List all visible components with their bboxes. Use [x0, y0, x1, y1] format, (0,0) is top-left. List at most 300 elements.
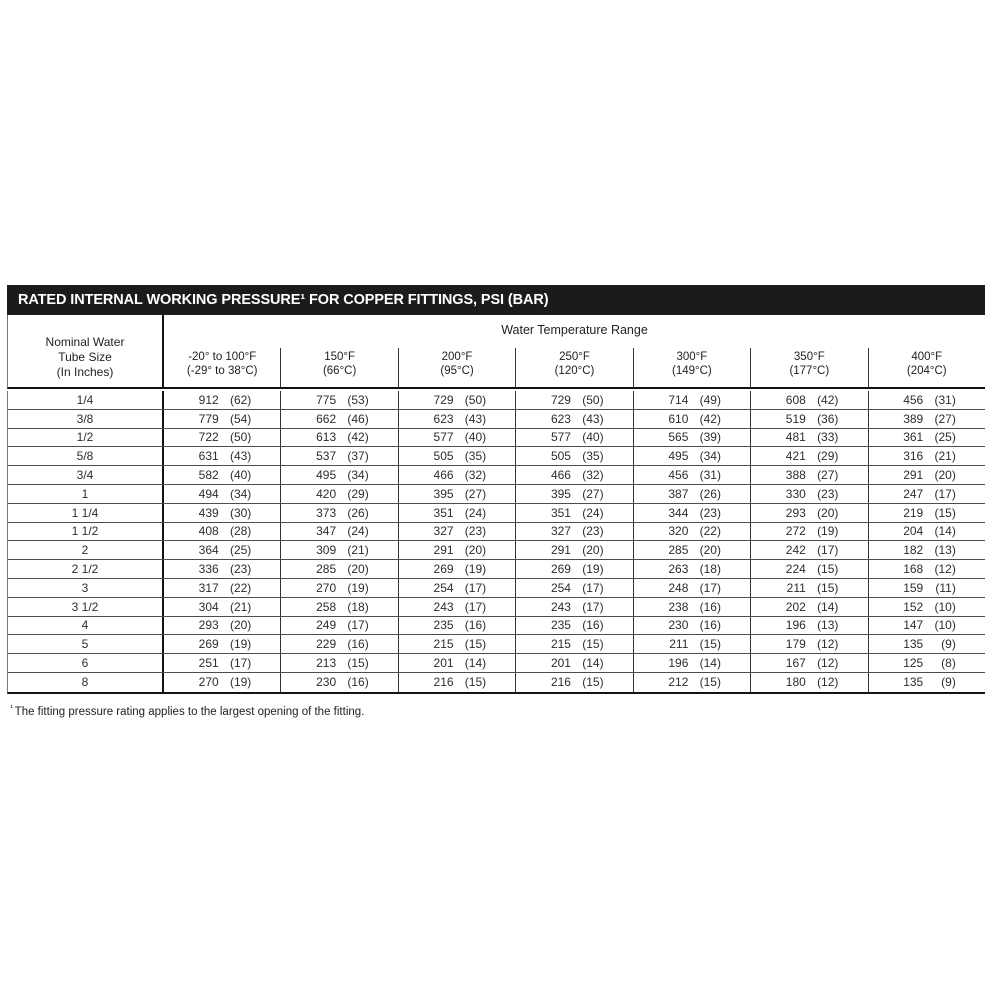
bar-value: (11)	[935, 580, 956, 595]
bar-value: (14)	[817, 599, 839, 614]
pressure-cell	[868, 410, 985, 428]
psi-value: 330	[785, 486, 806, 501]
temp-f-label: -20° to 100°F	[188, 351, 257, 363]
pressure-cell	[633, 654, 750, 672]
bar-value: (15)	[817, 562, 839, 577]
psi-value: 215	[433, 637, 454, 652]
bar-value: (34)	[229, 486, 252, 501]
bar-value: (10)	[934, 618, 956, 633]
psi-value: 729	[550, 392, 571, 407]
pressure-cell	[164, 523, 280, 541]
table-row	[8, 391, 985, 410]
bar-value: (20)	[229, 618, 252, 633]
psi-value: 293	[785, 505, 806, 520]
temperature-column-header-4	[515, 348, 632, 387]
pressure-cell	[398, 485, 515, 503]
psi-value: 729	[433, 392, 454, 407]
bar-value: (17)	[582, 599, 604, 614]
pressure-cell	[398, 391, 515, 409]
pressure-cell	[280, 635, 397, 653]
bar-value: (16)	[699, 599, 721, 614]
psi-value: 285	[316, 562, 337, 577]
pressure-cell	[633, 447, 750, 465]
pressure-cell	[164, 598, 280, 616]
pressure-cell	[633, 429, 750, 447]
psi-value: 285	[668, 543, 689, 558]
psi-value: 304	[198, 599, 219, 614]
pressure-cell	[398, 541, 515, 559]
bar-value: (36)	[817, 411, 839, 426]
tube-size-cell: 8	[8, 673, 164, 692]
temp-f-label: 350°F	[793, 351, 825, 363]
psi-value: 235	[433, 618, 454, 633]
bar-value: (23)	[464, 524, 487, 539]
psi-value: 320	[668, 524, 689, 539]
psi-value: 242	[785, 543, 806, 558]
bar-value: (17)	[229, 656, 252, 671]
pressure-cell	[515, 410, 632, 428]
bar-value: (43)	[464, 411, 487, 426]
psi-value: 201	[550, 656, 571, 671]
bar-value: (50)	[582, 392, 604, 407]
pressure-cell	[280, 447, 397, 465]
psi-value: 135	[903, 637, 924, 652]
bar-value: (17)	[464, 580, 487, 595]
psi-value: 912	[198, 392, 219, 407]
pressure-cell	[633, 617, 750, 635]
table-row	[8, 598, 985, 617]
bar-value: (30)	[229, 505, 252, 520]
psi-value: 254	[433, 580, 454, 595]
psi-value: 582	[198, 468, 219, 483]
pressure-cell	[868, 466, 985, 484]
bar-value: (32)	[582, 468, 604, 483]
bar-value: (14)	[934, 524, 956, 539]
tube-size-cell: 5	[8, 635, 164, 653]
bar-value: (40)	[229, 468, 252, 483]
pressure-cell	[868, 673, 985, 692]
psi-value: 216	[433, 675, 454, 690]
pressure-cell	[750, 635, 867, 653]
psi-value: 608	[785, 392, 806, 407]
psi-value: 317	[198, 580, 219, 595]
pressure-cell	[868, 523, 985, 541]
psi-value: 248	[668, 580, 689, 595]
pressure-cell	[868, 560, 985, 578]
table-row	[8, 635, 985, 654]
pressure-cell	[515, 673, 632, 692]
pressure-cell	[164, 617, 280, 635]
bar-value: (23)	[817, 486, 839, 501]
psi-value: 196	[668, 656, 689, 671]
psi-value: 316	[903, 449, 924, 464]
temperature-column-header-7	[868, 348, 985, 387]
table-row	[8, 410, 985, 429]
psi-value: 456	[903, 392, 924, 407]
tube-size-cell: 1 1/4	[8, 504, 164, 522]
bar-value: (40)	[582, 430, 604, 445]
bar-value: (31)	[699, 468, 721, 483]
psi-value: 201	[433, 656, 454, 671]
table-row	[8, 673, 985, 692]
pressure-cell	[750, 541, 867, 559]
bar-value: (53)	[347, 392, 369, 407]
psi-value: 420	[316, 486, 337, 501]
table-row	[8, 504, 985, 523]
psi-value: 327	[433, 524, 454, 539]
pressure-cell	[164, 579, 280, 597]
pressure-cell	[398, 673, 515, 692]
bar-value: (15)	[699, 637, 721, 652]
bar-value: (42)	[817, 392, 839, 407]
psi-value: 623	[550, 411, 571, 426]
psi-value: 565	[668, 430, 689, 445]
pressure-cell	[515, 504, 632, 522]
psi-value: 610	[668, 411, 689, 426]
pressure-cell	[633, 579, 750, 597]
pressure-cell	[515, 617, 632, 635]
footnote-marker: ¹	[10, 703, 13, 712]
temperature-column-header-1	[164, 348, 280, 387]
pressure-cell	[280, 391, 397, 409]
bar-value: (27)	[464, 486, 487, 501]
psi-value: 613	[316, 430, 337, 445]
bar-value: (10)	[934, 599, 956, 614]
bar-value: (33)	[817, 430, 839, 445]
psi-value: 309	[316, 543, 337, 558]
psi-value: 327	[550, 524, 571, 539]
psi-value: 505	[550, 449, 571, 464]
pressure-cell	[515, 485, 632, 503]
pressure-cell	[398, 429, 515, 447]
bar-value: (40)	[464, 430, 487, 445]
bar-value: (31)	[934, 392, 956, 407]
psi-value: 293	[198, 618, 219, 633]
psi-value: 211	[786, 580, 806, 595]
tube-size-cell: 6	[8, 654, 164, 672]
pressure-cell	[750, 617, 867, 635]
bar-value: (15)	[464, 637, 487, 652]
bar-value: (16)	[464, 618, 487, 633]
tube-size-cell: 2	[8, 541, 164, 559]
pressure-cell	[868, 429, 985, 447]
pressure-cell	[515, 598, 632, 616]
psi-value: 251	[198, 656, 219, 671]
psi-value: 662	[316, 411, 337, 426]
bar-value: (27)	[582, 486, 604, 501]
psi-value: 714	[668, 392, 689, 407]
psi-value: 344	[668, 505, 689, 520]
pressure-cell	[280, 579, 397, 597]
pressure-cell	[633, 391, 750, 409]
pressure-cell	[750, 579, 867, 597]
psi-value: 247	[903, 486, 924, 501]
psi-value: 291	[903, 468, 924, 483]
pressure-cell	[750, 654, 867, 672]
bar-value: (50)	[229, 430, 252, 445]
pressure-cell	[164, 654, 280, 672]
psi-value: 351	[550, 505, 571, 520]
psi-value: 167	[785, 656, 806, 671]
pressure-cell	[750, 429, 867, 447]
temp-c-label: (-29° to 38°C)	[186, 365, 258, 377]
bar-value: (20)	[582, 543, 604, 558]
psi-value: 361	[903, 430, 924, 445]
bar-value: (19)	[817, 524, 839, 539]
table-row	[8, 523, 985, 542]
pressure-cell	[280, 429, 397, 447]
pressure-cell	[164, 447, 280, 465]
bar-value: (22)	[699, 524, 721, 539]
bar-value: (18)	[699, 562, 721, 577]
bar-value: (13)	[934, 543, 956, 558]
psi-value: 230	[668, 618, 689, 633]
pressure-cell	[750, 673, 867, 692]
bar-value: (16)	[347, 675, 369, 690]
pressure-cell	[164, 485, 280, 503]
footnote-text: The fitting pressure rating applies to the largest opening of the fitting.	[14, 705, 365, 718]
table-row	[8, 485, 985, 504]
bar-value: (19)	[464, 562, 487, 577]
psi-value: 408	[198, 524, 219, 539]
pressure-cell	[633, 560, 750, 578]
psi-value: 466	[433, 468, 454, 483]
pressure-cell	[398, 410, 515, 428]
bar-value: (42)	[347, 430, 369, 445]
bar-value: (16)	[582, 618, 604, 633]
pressure-cell	[398, 560, 515, 578]
psi-value: 263	[668, 562, 689, 577]
psi-value: 364	[198, 543, 219, 558]
pressure-cell	[164, 560, 280, 578]
temp-f-label: 250°F	[559, 351, 590, 363]
pressure-cell	[515, 429, 632, 447]
pressure-cell	[164, 635, 280, 653]
pressure-cell	[515, 654, 632, 672]
tube-size-cell: 1/2	[8, 429, 164, 447]
bar-value: (23)	[699, 505, 721, 520]
bar-value: (17)	[464, 599, 487, 614]
bar-value: (20)	[817, 505, 839, 520]
pressure-cell	[868, 447, 985, 465]
pressure-cell	[280, 504, 397, 522]
pressure-cell	[633, 523, 750, 541]
pressure-cell	[398, 617, 515, 635]
bar-value: (23)	[582, 524, 604, 539]
psi-value: 204	[903, 524, 924, 539]
bar-value: (16)	[699, 618, 721, 633]
pressure-cell	[633, 466, 750, 484]
bar-value: (19)	[582, 562, 604, 577]
psi-value: 439	[198, 505, 219, 520]
pressure-cell	[868, 654, 985, 672]
tube-size-cell: 3 1/2	[8, 598, 164, 616]
psi-value: 373	[316, 505, 337, 520]
bar-value: (15)	[582, 637, 604, 652]
psi-value: 336	[198, 562, 219, 577]
pressure-cell	[164, 410, 280, 428]
pressure-cell	[750, 504, 867, 522]
temperature-column-headers	[164, 348, 985, 387]
bar-value: (17)	[817, 543, 839, 558]
bar-value: (24)	[347, 524, 369, 539]
bar-value: (50)	[464, 392, 487, 407]
temperature-column-header-5	[633, 348, 750, 387]
pressure-cell	[164, 541, 280, 559]
tube-size-cell: 1 1/2	[8, 523, 164, 541]
temp-f-label: 200°F	[441, 351, 473, 363]
psi-value: 179	[785, 637, 806, 652]
psi-value: 291	[433, 543, 454, 558]
psi-value: 258	[316, 599, 337, 614]
bar-value: (28)	[229, 524, 252, 539]
temp-c-label: (66°C)	[322, 365, 357, 377]
psi-value: 722	[198, 430, 219, 445]
psi-value: 235	[550, 618, 571, 633]
bar-value: (26)	[347, 505, 369, 520]
pressure-cell	[515, 447, 632, 465]
psi-value: 168	[903, 562, 924, 577]
psi-value: 505	[433, 449, 454, 464]
bar-value: (35)	[582, 449, 604, 464]
pressure-cell	[280, 598, 397, 616]
pressure-cell	[750, 523, 867, 541]
pressure-cell	[633, 673, 750, 692]
pressure-cell	[633, 485, 750, 503]
psi-value: 347	[316, 524, 337, 539]
bar-value: (14)	[582, 656, 604, 671]
pressure-cell	[280, 410, 397, 428]
pressure-cell	[398, 654, 515, 672]
psi-value: 495	[668, 449, 689, 464]
bar-value: (14)	[699, 656, 721, 671]
pressure-cell	[868, 635, 985, 653]
pressure-cell	[280, 541, 397, 559]
psi-value: 623	[433, 411, 454, 426]
pressure-cell	[750, 466, 867, 484]
bar-value: (49)	[699, 392, 721, 407]
pressure-cell	[398, 504, 515, 522]
tube-size-cell: 1	[8, 485, 164, 503]
table-title-bar	[7, 285, 985, 315]
bar-value: (32)	[464, 468, 487, 483]
psi-value: 254	[550, 580, 571, 595]
psi-value: 495	[316, 468, 337, 483]
psi-value: 152	[903, 599, 924, 614]
pressure-cell	[164, 429, 280, 447]
pressure-cell	[868, 485, 985, 503]
pressure-cell	[164, 466, 280, 484]
psi-value: 182	[903, 543, 924, 558]
pressure-cell	[868, 391, 985, 409]
temp-c-label: (177°C)	[789, 365, 830, 377]
bar-value: (25)	[229, 543, 252, 558]
bar-value: (62)	[229, 392, 252, 407]
bar-value: (15)	[347, 656, 369, 671]
psi-value: 202	[785, 599, 806, 614]
bar-value: (43)	[582, 411, 604, 426]
tube-size-cell: 5/8	[8, 447, 164, 465]
pressure-cell	[868, 579, 985, 597]
psi-value: 211	[669, 637, 689, 652]
bar-value: (20)	[934, 468, 956, 483]
table-title: RATED INTERNAL WORKING PRESSURE¹ FOR COPPER FITTINGS, PSI (BAR)	[18, 292, 549, 308]
bar-value: (27)	[934, 411, 956, 426]
bar-value: (17)	[699, 580, 721, 595]
pressure-cell	[515, 579, 632, 597]
pressure-cell	[633, 598, 750, 616]
size-header-line2: Tube Size	[58, 350, 112, 364]
temperature-column-header-6	[750, 348, 867, 387]
bar-value: (34)	[699, 449, 721, 464]
pressure-cell	[868, 598, 985, 616]
bar-value: (29)	[817, 449, 839, 464]
bar-value: (26)	[699, 486, 721, 501]
footnote	[10, 703, 364, 718]
size-header-line3: (In Inches)	[56, 365, 114, 379]
table-row	[8, 541, 985, 560]
bar-value: (9)	[941, 637, 956, 652]
pressure-cell	[164, 504, 280, 522]
bar-value: (12)	[817, 656, 839, 671]
pressure-cell	[280, 673, 397, 692]
temp-f-label: 300°F	[676, 351, 708, 363]
psi-value: 456	[668, 468, 689, 483]
bar-value: (14)	[464, 656, 487, 671]
pressure-cell	[868, 504, 985, 522]
pressure-cell	[515, 560, 632, 578]
psi-value: 125	[903, 656, 924, 671]
pressure-cell	[633, 504, 750, 522]
bar-value: (15)	[817, 580, 839, 595]
temperature-column-header-2	[280, 348, 397, 387]
pressure-cell	[164, 673, 280, 692]
temp-c-label: (204°C)	[906, 365, 947, 377]
tube-size-cell: 1/4	[8, 391, 164, 409]
bar-value: (15)	[934, 505, 956, 520]
bar-value: (17)	[582, 580, 604, 595]
bar-value: (23)	[229, 562, 252, 577]
temperature-column-header-3	[398, 348, 515, 387]
pressure-cell	[515, 635, 632, 653]
temp-c-label: (95°C)	[440, 365, 474, 377]
bar-value: (22)	[229, 580, 252, 595]
bar-value: (15)	[699, 675, 721, 690]
psi-value: 631	[198, 449, 219, 464]
psi-value: 238	[668, 599, 689, 614]
bar-value: (12)	[934, 562, 956, 577]
bar-value: (12)	[817, 637, 839, 652]
table-header	[7, 315, 985, 389]
psi-value: 216	[550, 675, 571, 690]
psi-value: 230	[316, 675, 337, 690]
bar-value: (20)	[464, 543, 487, 558]
temp-f-label: 400°F	[911, 351, 943, 363]
psi-value: 779	[198, 411, 219, 426]
psi-value: 196	[785, 618, 806, 633]
psi-value: 159	[903, 580, 924, 595]
pressure-cell	[515, 466, 632, 484]
pressure-cell	[750, 560, 867, 578]
psi-value: 291	[550, 543, 571, 558]
psi-value: 481	[785, 430, 806, 445]
pressure-cell	[280, 560, 397, 578]
bar-value: (19)	[347, 580, 369, 595]
psi-value: 269	[433, 562, 454, 577]
pressure-cell	[280, 617, 397, 635]
tube-size-cell: 4	[8, 617, 164, 635]
psi-value: 269	[550, 562, 571, 577]
